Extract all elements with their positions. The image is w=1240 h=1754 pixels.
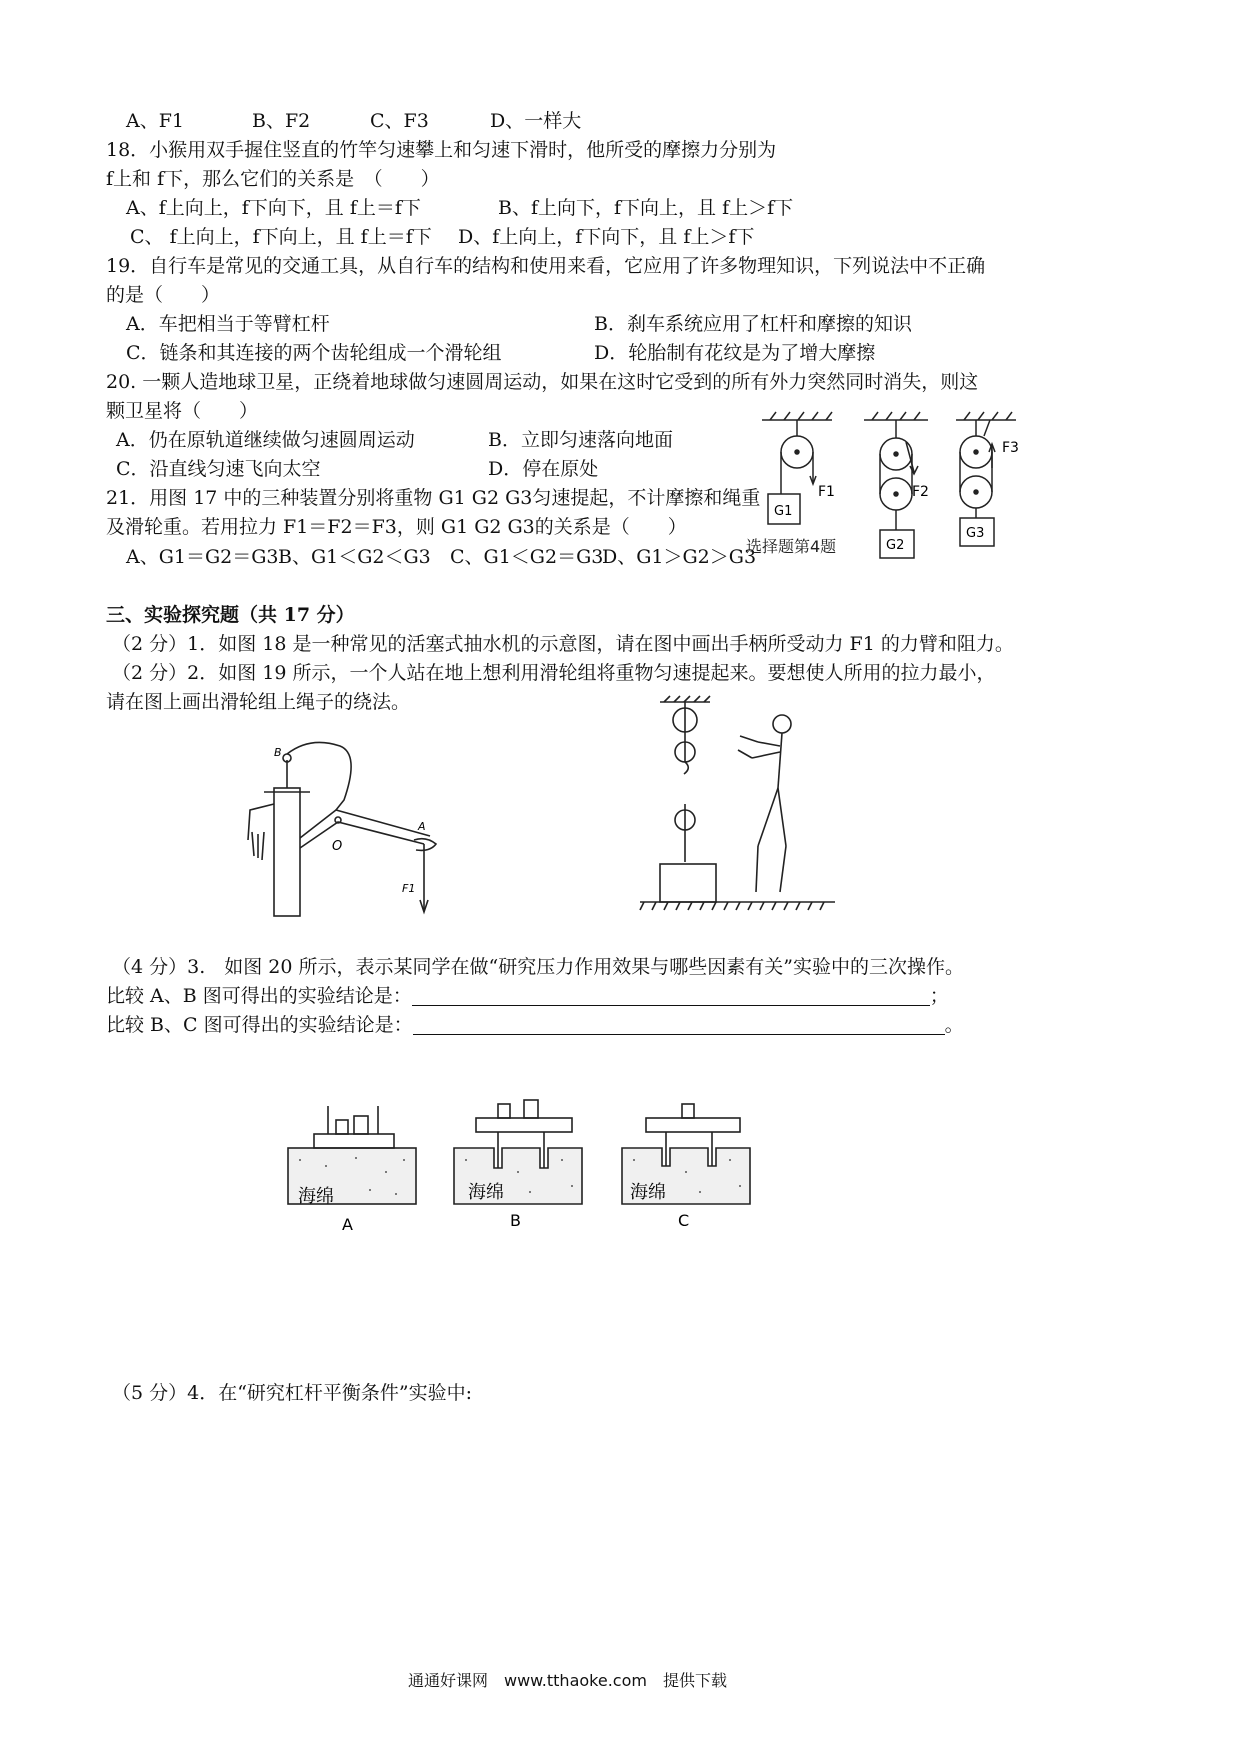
pump-label-f1: F1 xyxy=(402,882,416,895)
answer-blank-bc[interactable] xyxy=(413,1014,945,1035)
q20-option-b: B．立即匀速落向地面 xyxy=(488,429,673,451)
q21-stem-2: 及滑轮重。若用拉力 F1＝F2＝F3，则 G1 G2 G3的关系是（ ） xyxy=(106,516,687,538)
q18-option-c: C、 f上向上，f下向上，且 f上＝f下 xyxy=(130,226,432,248)
section-3-problem-3: （4 分）3. 如图 20 所示，表示某同学在做“研究压力作用效果与哪些因素有关”实验中的三次操作。 xyxy=(112,956,964,978)
sponge-figure xyxy=(286,1076,756,1236)
q21-stem-1: 21．用图 17 中的三种装置分别将重物 G1 G2 G3匀速提起，不计摩擦和绳重 xyxy=(106,487,761,509)
sponge-label-c: 海绵 xyxy=(630,1182,666,1203)
q21-option-c: C、G1＜G2＝G3 xyxy=(450,546,604,568)
pump-label-o: O xyxy=(332,839,343,854)
label-g1: G1 xyxy=(774,504,793,519)
section-3-problem-1: （2 分）1．如图 18 是一种常见的活塞式抽水机的示意图，请在图中画出手柄所受动力 F1 的力臂和阻力。 xyxy=(112,633,1014,655)
pump-label-b: B xyxy=(274,746,282,759)
q20-option-d: D．停在原处 xyxy=(488,458,599,480)
q17-option-c: C、F3 xyxy=(370,110,429,132)
q20-stem-2: 颗卫星将（ ） xyxy=(106,400,259,422)
q19-stem-2: 的是（ ） xyxy=(106,284,221,306)
q19-option-a: A．车把相当于等臂杠杆 xyxy=(126,313,330,335)
section-3-problem-4: （5 分）4．在“研究杠杆平衡条件”实验中: xyxy=(112,1382,473,1404)
pump-figure xyxy=(240,740,470,920)
q19-option-b: B．刹车系统应用了杠杆和摩擦的知识 xyxy=(594,313,912,335)
problem-3-compare-bc-label: 比较 B、C 图可得出的实验结论是： xyxy=(106,1014,413,1036)
q20-stem-1: 20. 一颗人造地球卫星，正绕着地球做匀速圆周运动，如果在这时它受到的所有外力突然同时消失，则这 xyxy=(106,371,979,393)
problem-3-compare-ab xyxy=(106,983,949,1009)
q19-option-d: D．轮胎制有花纹是为了增大摩擦 xyxy=(594,342,876,364)
q18-option-d: D、f上向上，f下向下，且 f上＞f下 xyxy=(458,226,755,248)
section-3-problem-2-line-1: （2 分）2．如图 19 所示，一个人站在地上想利用滑轮组将重物匀速提起来。要想使人所用的拉力最小， xyxy=(112,662,996,684)
sponge-label-b: 海绵 xyxy=(468,1182,504,1203)
figure-label-b: B xyxy=(510,1211,521,1230)
label-g3: G3 xyxy=(966,526,985,541)
q19-stem-1: 19．自行车是常见的交通工具，从自行车的结构和使用来看，它应用了许多物理知识，下列说法中不正确 xyxy=(106,255,986,277)
q20-option-a: A．仍在原轨道继续做匀速圆周运动 xyxy=(116,429,415,451)
problem-3-compare-bc xyxy=(106,1012,964,1038)
page-footer: 通通好课网 www.tthaoke.com 提供下载 xyxy=(408,1671,727,1690)
q17-option-b: B、F2 xyxy=(252,110,311,132)
q20-option-c: C．沿直线匀速飞向太空 xyxy=(116,458,321,480)
problem-3-compare-ab-end: ； xyxy=(929,985,949,1007)
label-g2: G2 xyxy=(886,538,905,553)
figure-label-a: A xyxy=(342,1215,353,1234)
section-3-title: 三、实验探究题（共 17 分） xyxy=(106,604,355,626)
q21-option-b: B、G1＜G2＜G3 xyxy=(278,546,431,568)
figure-label-c: C xyxy=(678,1211,690,1230)
answer-blank-ab[interactable] xyxy=(412,985,930,1006)
pulley-figure xyxy=(740,408,1030,568)
q17-option-d: D、一样大 xyxy=(490,110,582,132)
sponge-label-a: 海绵 xyxy=(298,1186,334,1207)
q18-stem-1: 18．小猴用双手握住竖直的竹竿匀速攀上和匀速下滑时，他所受的摩擦力分别为 xyxy=(106,139,777,161)
q18-stem-2: f上和 f下，那么它们的关系是 （ ） xyxy=(106,168,440,190)
q21-option-a: A、G1＝G2＝G3 xyxy=(126,546,279,568)
q18-option-a: A、f上向上，f下向下，且 f上＝f下 xyxy=(126,197,421,219)
section-3-problem-2-line-2: 请在图上画出滑轮组上绳子的绕法。 xyxy=(106,691,411,713)
pulley-person-figure xyxy=(640,696,840,914)
label-f3: F3 xyxy=(1002,440,1019,456)
q19-option-c: C．链条和其连接的两个齿轮组成一个滑轮组 xyxy=(126,342,502,364)
pulley-figure-caption: 选择题第4题 xyxy=(746,537,837,556)
problem-3-compare-ab-label: 比较 A、B 图可得出的实验结论是： xyxy=(106,985,412,1007)
q21-option-d: D、G1＞G2＞G3 xyxy=(602,546,757,568)
label-f2: F2 xyxy=(912,484,929,500)
q18-option-b: B、f上向下，f下向上，且 f上＞f下 xyxy=(498,197,794,219)
q17-option-a: A、F1 xyxy=(126,110,184,132)
problem-3-compare-bc-end: 。 xyxy=(944,1014,964,1036)
pump-label-a: A xyxy=(418,820,426,833)
label-f1: F1 xyxy=(818,484,835,500)
